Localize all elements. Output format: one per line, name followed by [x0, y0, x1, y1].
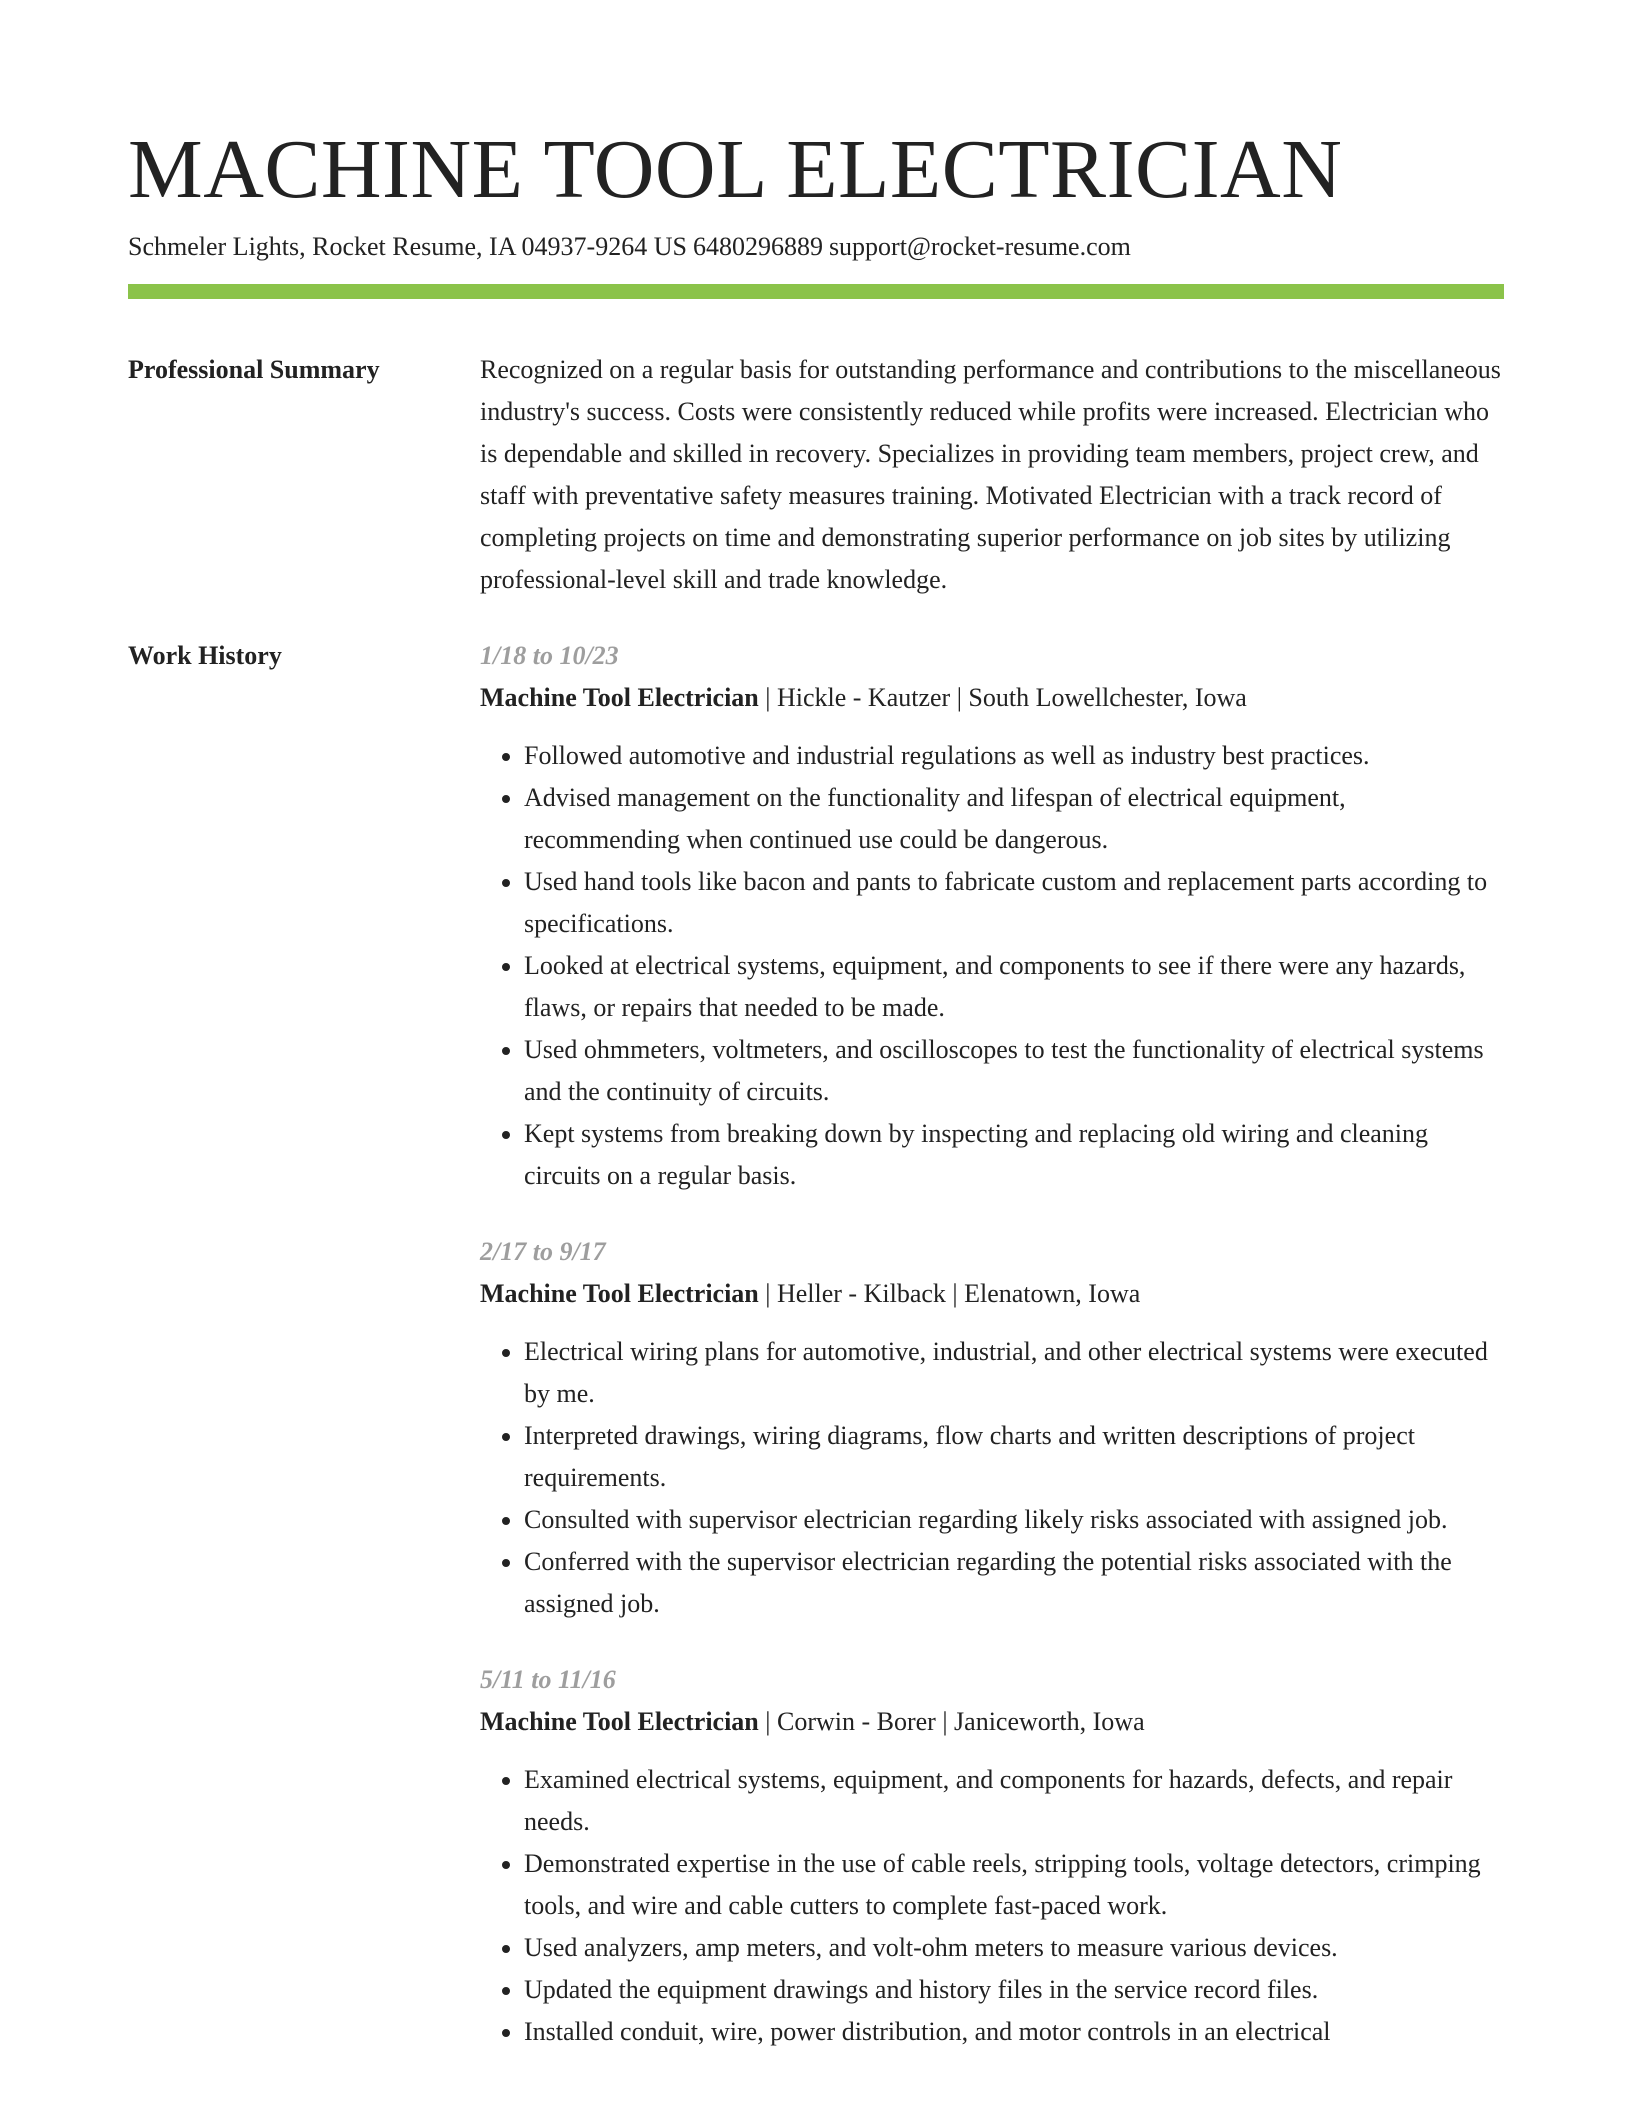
- job-bullets: [480, 735, 1504, 1197]
- job-bullets: [480, 1759, 1504, 2053]
- job-bullet: • Used analyzers, amp meters, and volt-ohm meters to measure various devices.: [524, 1927, 1504, 1969]
- job-company-location: | Hickle - Kautzer | South Lowellchester, Iowa: [758, 683, 1247, 712]
- contact-phone: 6480296889: [692, 232, 823, 261]
- resume-name: MACHINE TOOL ELECTRICIAN: [128, 123, 1343, 216]
- job-company-location: | Heller - Kilback | Elenatown, Iowa: [758, 1279, 1141, 1308]
- job-bullet: • Conferred with the supervisor electrician regarding the potential risks associated with the assigned job.: [524, 1541, 1504, 1625]
- work-history-label: Work History: [128, 641, 282, 670]
- job-title-line: [480, 1701, 1504, 1743]
- job-title: Machine Tool Electrician: [480, 1279, 759, 1308]
- job-dates: 2/17 to 9/17: [480, 1237, 606, 1266]
- job-bullet: • Electrical wiring plans for automotive, industrial, and other electrical systems were executed by me.: [524, 1331, 1504, 1415]
- jobs-list: [480, 635, 1504, 2087]
- contact-address: Schmeler Lights, Rocket Resume, IA 04937-9264 US: [128, 232, 687, 261]
- job-bullet: • Interpreted drawings, wiring diagrams, flow charts and written descriptions of project requirements.: [524, 1415, 1504, 1499]
- job-bullet: • Looked at electrical systems, equipment, and components to see if there were any hazards, flaws, or repairs that needed to be made.: [524, 945, 1504, 1029]
- job-bullets: [480, 1331, 1504, 1625]
- contact-line: [128, 230, 1504, 264]
- work-history-section: [128, 635, 1504, 2087]
- job-bullet: • Consulted with supervisor electrician regarding likely risks associated with assigned job.: [524, 1499, 1504, 1541]
- job-bullet: • Kept systems from breaking down by inspecting and replacing old wiring and cleaning circuits on a regular basis.: [524, 1113, 1504, 1197]
- job-entry: [480, 635, 1504, 1197]
- job-bullet: • Used ohmmeters, voltmeters, and oscilloscopes to test the functionality of electrical systems and the continuity of circuits.: [524, 1029, 1504, 1113]
- job-company-location: | Corwin - Borer | Janiceworth, Iowa: [758, 1707, 1145, 1736]
- header-divider: [128, 284, 1504, 299]
- job-bullet: • Examined electrical systems, equipment, and components for hazards, defects, and repair needs.: [524, 1759, 1504, 1843]
- summary-label: Professional Summary: [128, 355, 380, 384]
- job-dates: 1/18 to 10/23: [480, 641, 619, 670]
- contact-email: support@rocket-resume.com: [828, 232, 1131, 261]
- job-dates: 5/11 to 11/16: [480, 1665, 616, 1694]
- job-title-line: [480, 1273, 1504, 1315]
- job-bullet: • Followed automotive and industrial regulations as well as industry best practices.: [524, 735, 1504, 777]
- job-bullet: • Used hand tools like bacon and pants to fabricate custom and replacement parts according to specifications.: [524, 861, 1504, 945]
- resume-page: [128, 0, 1504, 2087]
- job-bullet: • Advised management on the functionality and lifespan of electrical equipment, recommending when continued use could be dangerous.: [524, 777, 1504, 861]
- job-bullet: • Demonstrated expertise in the use of cable reels, stripping tools, voltage detectors, crimping tools, and wire and cable cutters to complete fast-paced work.: [524, 1843, 1504, 1927]
- job-entry: [480, 1659, 1504, 2053]
- summary-section: [128, 349, 1504, 601]
- job-title: Machine Tool Electrician: [480, 1707, 759, 1736]
- summary-text: Recognized on a regular basis for outstanding performance and contributions to the miscellaneous industry's success. Costs were consistently reduced while profits were increased. Electrician who is dependable and skilled in recovery. Specializes in providing team members, project crew, and staff with preventative safety measures training. Motivated Electrician with a track record of completing projects on time and demonstrating superior performance on job sites by utilizing professional-level skill and trade knowledge.: [480, 355, 1501, 594]
- job-title-line: [480, 677, 1504, 719]
- job-title: Machine Tool Electrician: [480, 683, 759, 712]
- job-bullet: • Updated the equipment drawings and history files in the service record files.: [524, 1969, 1504, 2011]
- job-entry: [480, 1231, 1504, 1625]
- job-bullet: • Installed conduit, wire, power distribution, and motor controls in an electrical: [524, 2011, 1504, 2053]
